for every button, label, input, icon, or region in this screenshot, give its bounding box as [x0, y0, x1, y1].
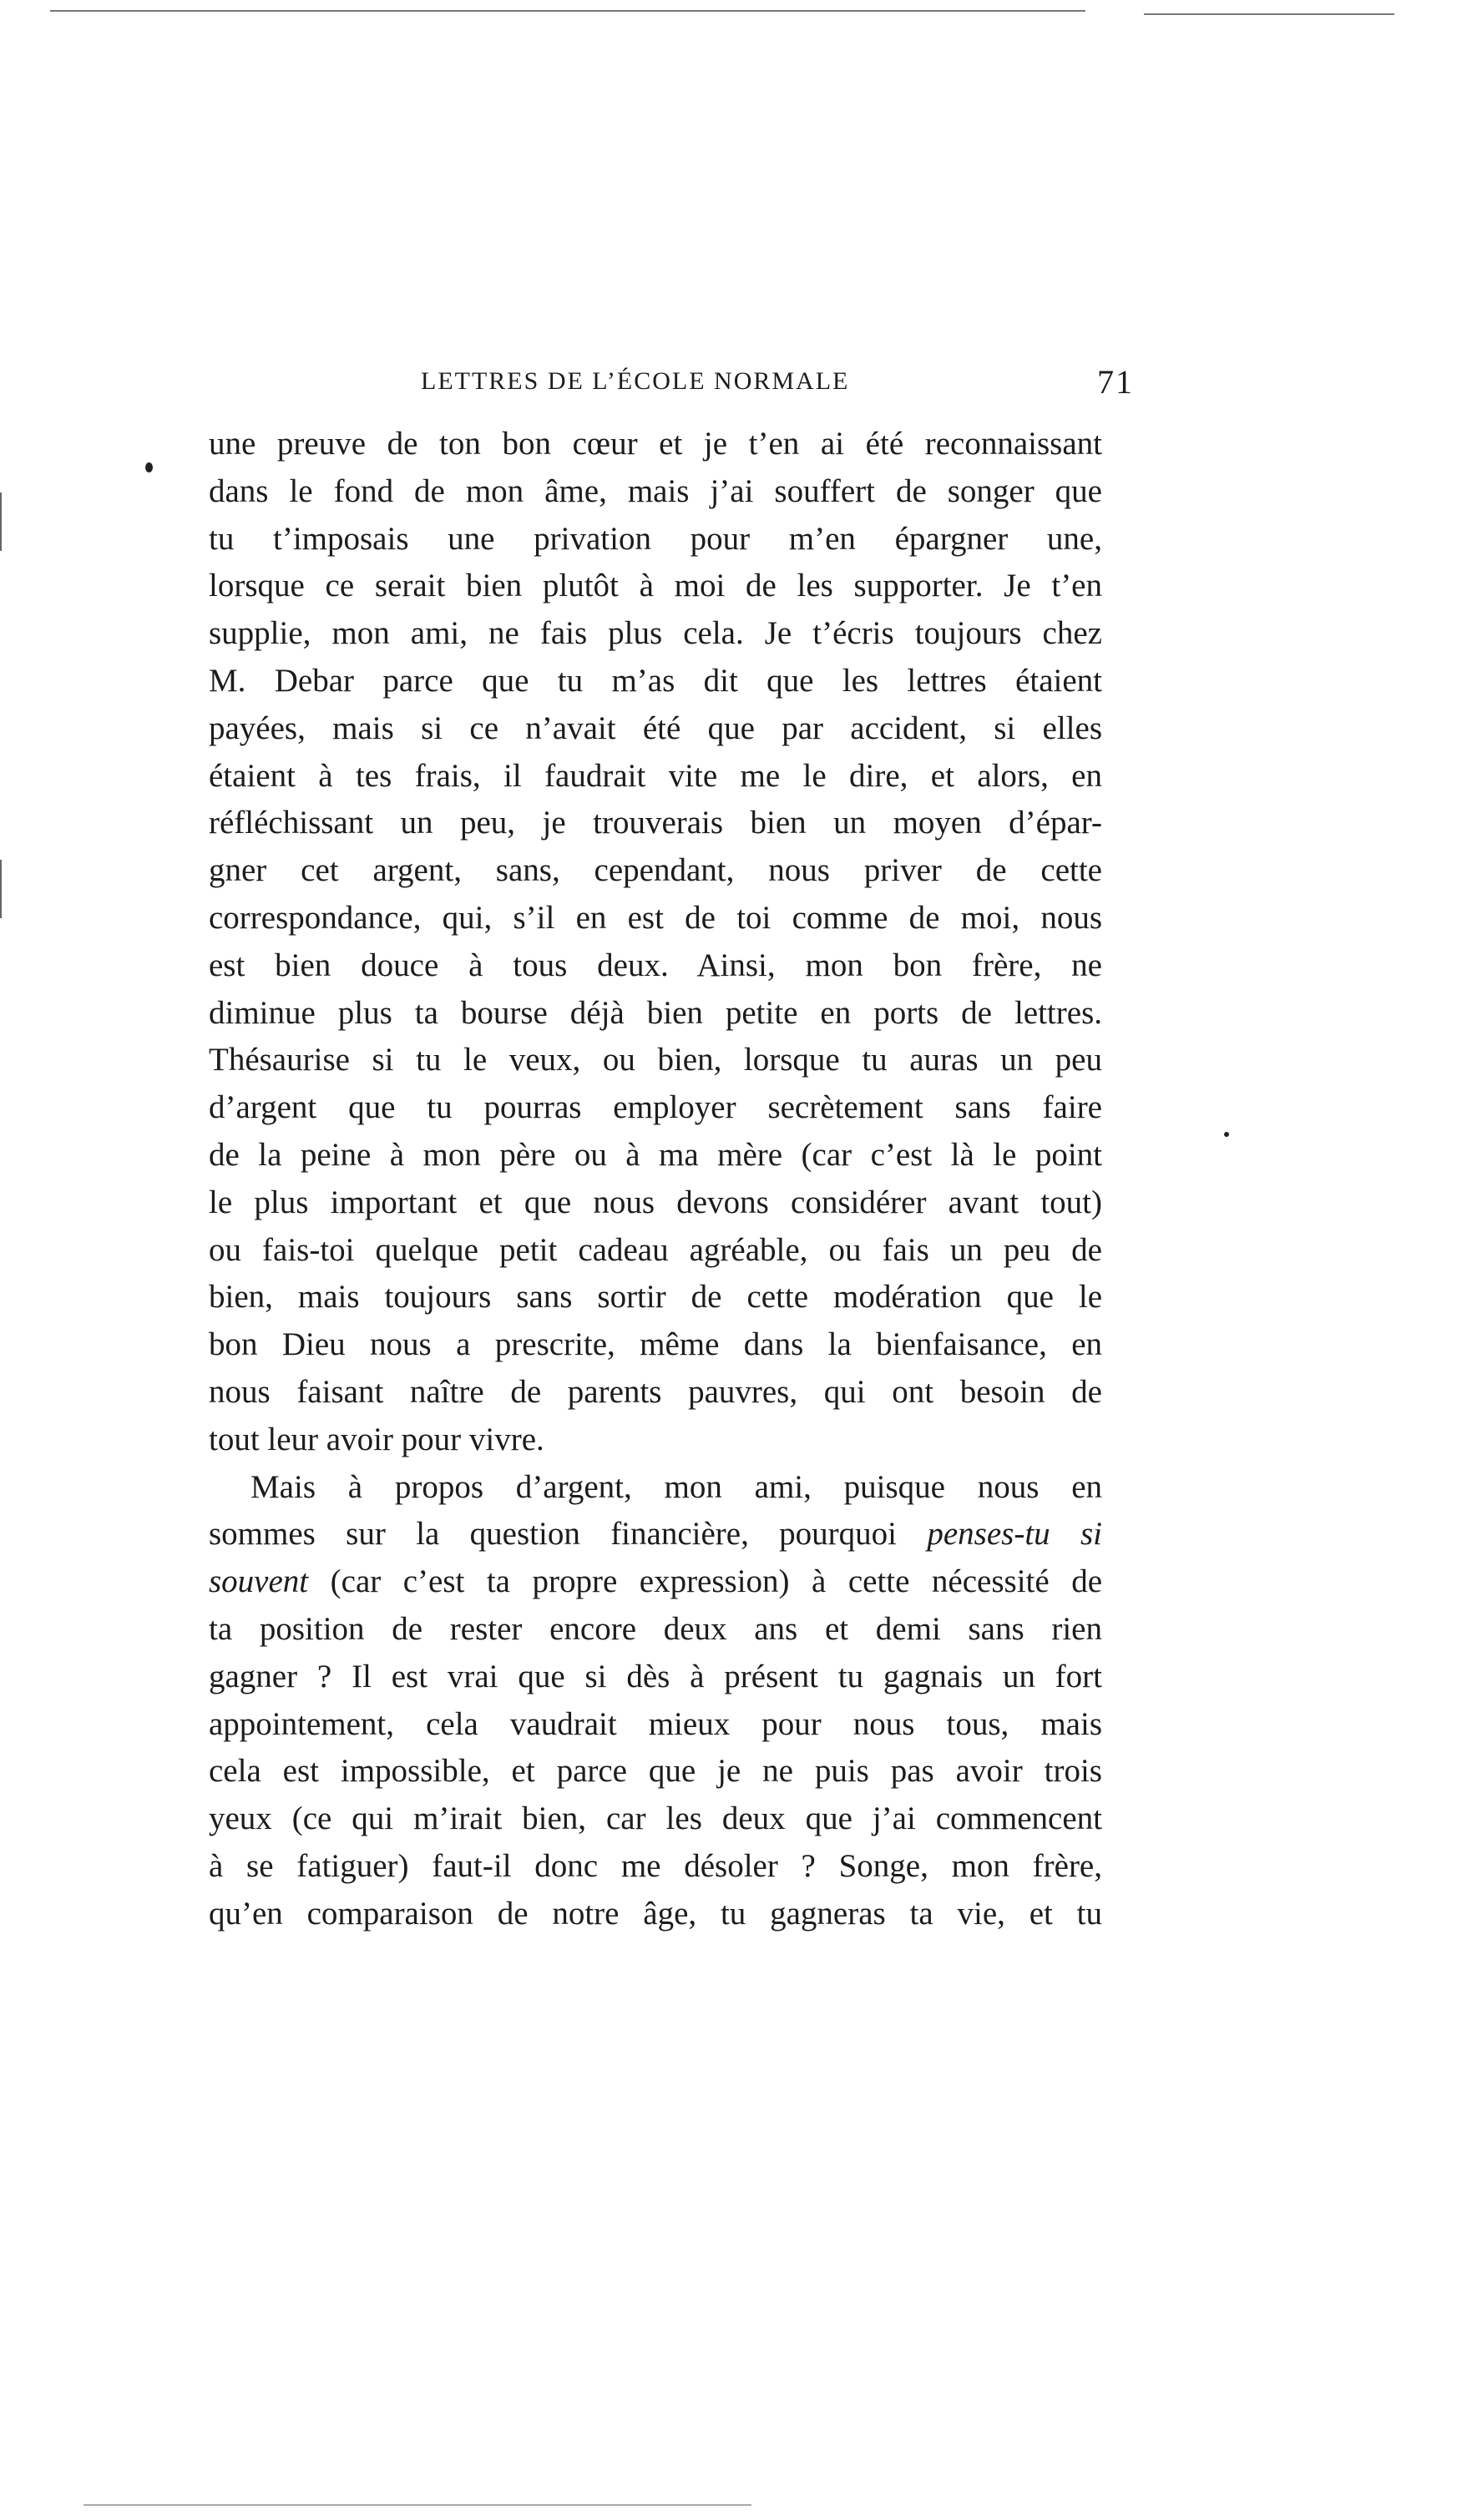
- text-line: est bien douce à tous deux. Ainsi, mon bon frère, ne: [209, 947, 1102, 983]
- scan-edge-tick-left-1: [0, 492, 2, 551]
- text-line: payées, mais si ce n’avait été que par accident, si elles: [209, 710, 1102, 746]
- scan-edge-line-top-right: [1144, 13, 1394, 15]
- text-line: lorsque ce serait bien plutôt à moi de les supporter. Je t’en: [209, 568, 1102, 604]
- text-line: bien, mais toujours sans sortir de cette modération que le: [209, 1279, 1102, 1316]
- text-line: dans le fond de mon âme, mais j’ai souffert de songer que: [209, 472, 1102, 509]
- text-line: [209, 1558, 1102, 1606]
- italic-phrase: souvent: [209, 1563, 309, 1600]
- margin-mark-dot: [1224, 1132, 1229, 1137]
- text-line: supplie, mon ami, ne fais plus cela. Je t’écris toujours chez: [209, 615, 1102, 652]
- text-line: tu t’imposais une privation pour m’en épargner une,: [209, 520, 1102, 557]
- text-line: gner cet argent, sans, cependant, nous priver de cette: [209, 852, 1102, 889]
- text-line: gagner ? Il est vrai que si dès à présent tu gagnais un fort: [209, 1658, 1102, 1694]
- text-line: une preuve de ton bon cœur et je t’en ai été reconnaissant: [209, 426, 1102, 462]
- text-line: le plus important et que nous devons considérer avant tout): [209, 1184, 1102, 1220]
- text-line: yeux (ce qui m’irait bien, car les deux que j’ai commencent: [209, 1800, 1102, 1837]
- text-line: de la peine à mon père ou à ma mère (car c’est là le point: [209, 1136, 1102, 1173]
- text-line: Mais à propos d’argent, mon ami, puisque nous en: [250, 1468, 1102, 1505]
- text-line: réfléchissant un peu, je trouverais bien un moyen d’épar-: [209, 805, 1102, 841]
- running-head-title: LETTRES DE L’ÉCOLE NORMALE: [421, 367, 850, 395]
- body-text: [209, 421, 1102, 1938]
- text-line: bon Dieu nous a prescrite, même dans la bienfaisance, en: [209, 1326, 1102, 1363]
- scan-edge-line-top: [50, 10, 1085, 12]
- text-line: [209, 1511, 1102, 1558]
- text-fragment: (car c’est ta propre expression) à cette nécessité de: [330, 1563, 1102, 1600]
- text-line: Thésaurise si tu le veux, ou bien, lorsque tu auras un peu: [209, 1042, 1102, 1078]
- text-line: appointement, cela vaudrait mieux pour nous tous, mais: [209, 1705, 1102, 1742]
- text-line: d’argent que tu pourras employer secrètement sans faire: [209, 1089, 1102, 1126]
- paragraph-2: [209, 1464, 1102, 1938]
- running-head: [207, 363, 1134, 409]
- text-line: nous faisant naître de parents pauvres, qui ont besoin de: [209, 1373, 1102, 1410]
- paragraph-1: [209, 421, 1102, 1464]
- text-fragment: sommes sur la question financière, pourquoi: [209, 1516, 897, 1553]
- text-line: ta position de rester encore deux ans et demi sans rien: [209, 1610, 1102, 1647]
- text-line: correspondance, qui, s’il en est de toi comme de moi, nous: [209, 899, 1102, 936]
- scan-edge-tick-left-2: [0, 860, 2, 918]
- text-line: cela est impossible, et parce que je ne puis pas avoir trois: [209, 1753, 1102, 1790]
- text-line: à se fatiguer) faut-il donc me désoler ? Songe, mon frère,: [209, 1847, 1102, 1884]
- italic-phrase: penses-tu si: [927, 1516, 1102, 1553]
- text-line: étaient à tes frais, il faudrait vite me le dire, et alors, en: [209, 757, 1102, 794]
- text-line: qu’en comparaison de notre âge, tu gagneras ta vie, et tu: [209, 1895, 1102, 1932]
- text-line: ou fais-toi quelque petit cadeau agréable, ou fais un peu de: [209, 1231, 1102, 1268]
- text-line: tout leur avoir pour vivre.: [209, 1421, 544, 1457]
- page-number: 71: [1097, 363, 1134, 401]
- text-line: M. Debar parce que tu m’as dit que les lettres étaient: [209, 662, 1102, 699]
- margin-mark-bullet: [145, 462, 153, 472]
- text-line: diminue plus ta bourse déjà bien petite en ports de lettres.: [209, 994, 1102, 1031]
- scan-edge-line-bottom: [83, 2504, 751, 2506]
